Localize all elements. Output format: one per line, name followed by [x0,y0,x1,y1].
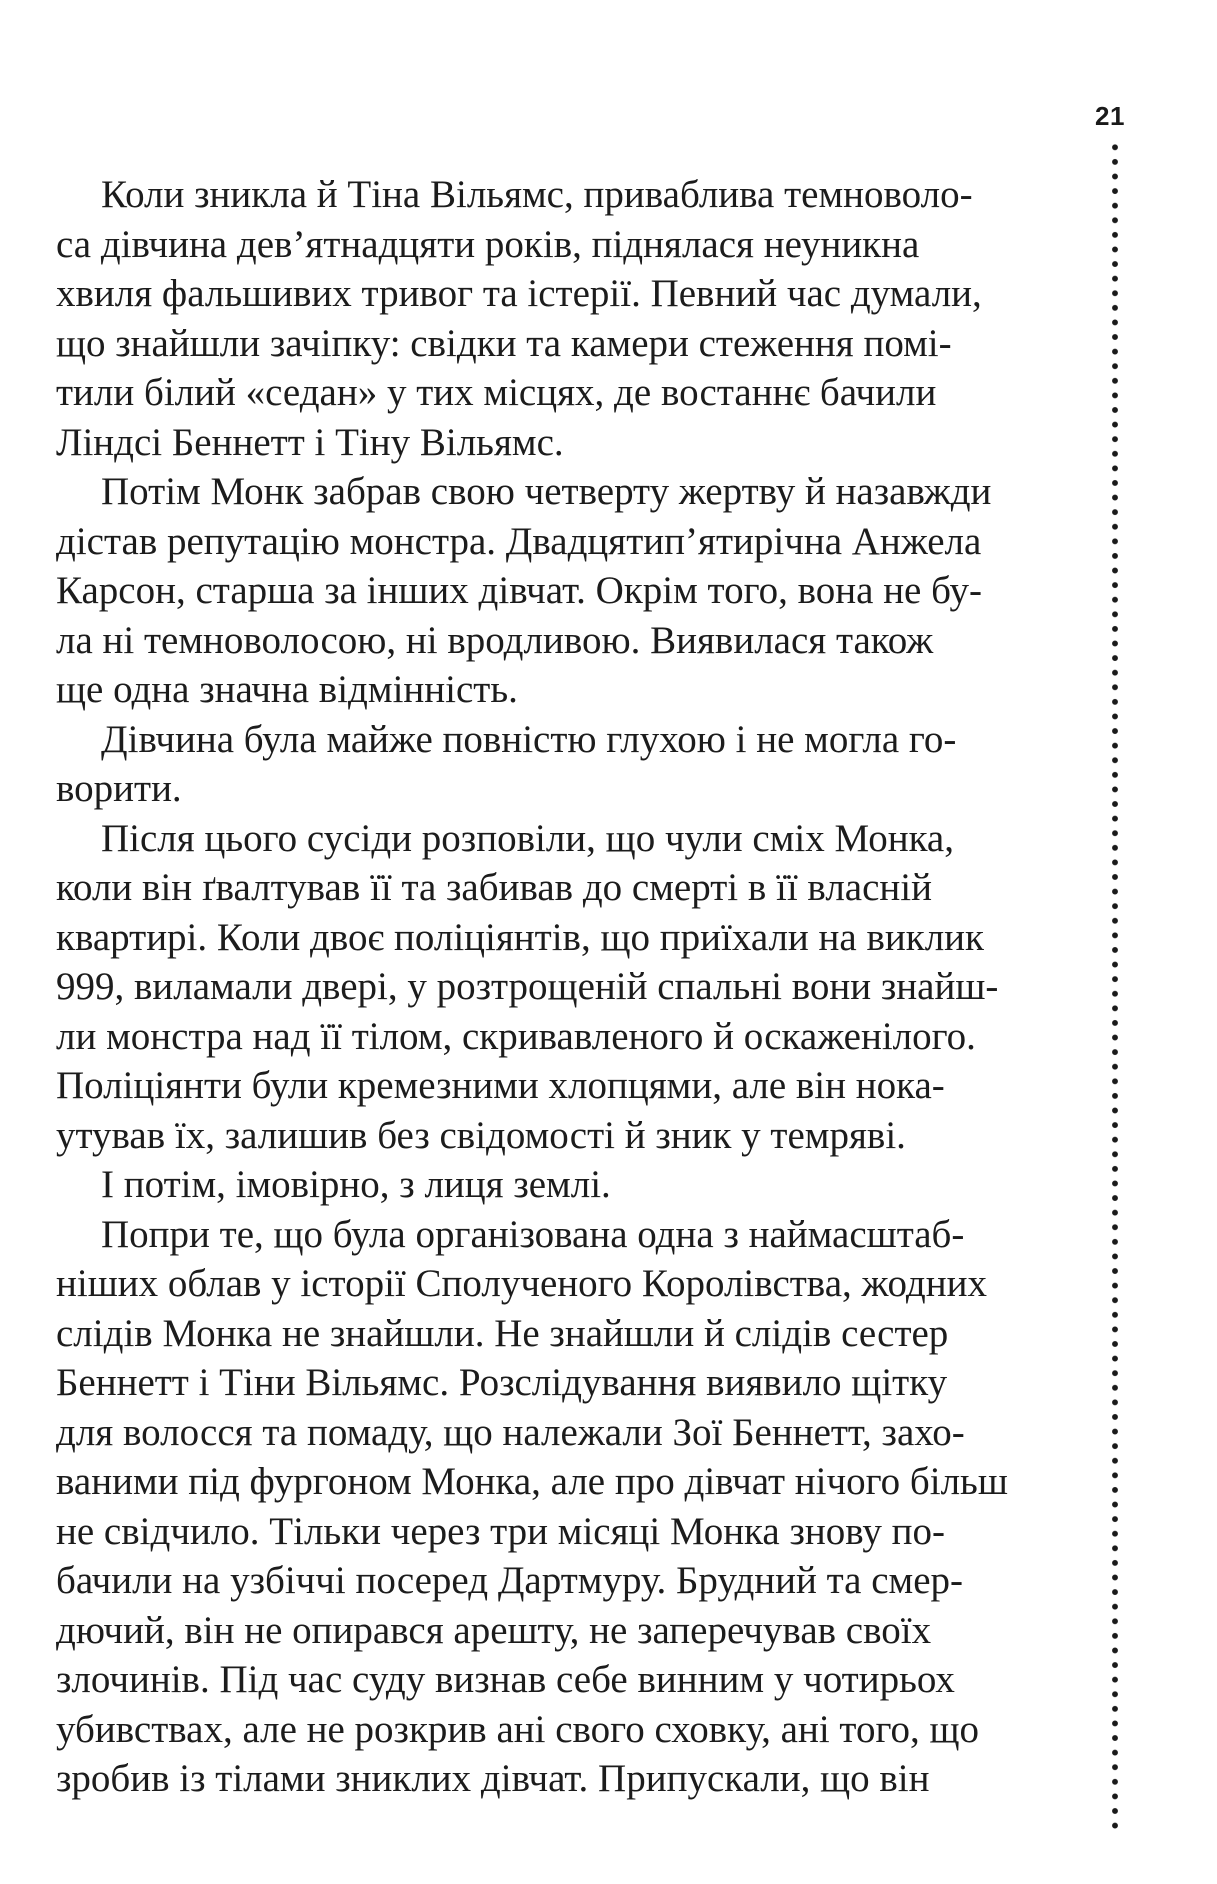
body-text [56,170,1066,1804]
text-line: Попри те, що була організована одна з наймасштаб- [101,1212,965,1256]
text-line: утував їх, залишив без свідомості й зник у темряві. [56,1113,906,1157]
text-line: убивствах, але не розкрив ані свого сховку, ані того, що [56,1707,980,1751]
text-line: дістав репутацію монстра. Двадцятип’ятирічна Анжела [56,519,982,563]
text-line: 999, виламали двері, у розтрощеній спальні вони знайш- [56,965,999,1008]
text-line: дючий, він не опирався арешту, не заперечував своїх [56,1608,932,1652]
text-line: Після цього сусіди розповіли, що чули сміх Монка, [101,816,954,860]
text-line: са дівчина дев’ятнадцяти років, піднялася неуникна [56,222,920,266]
text-line: Карсон, старша за інших дівчат. Окрім того, вона не бу- [56,569,982,612]
text-line: Ліндсі Беннетт і Тіну Вільямс. [56,420,564,464]
text-line: ніших облав у історії Сполученого Королівства, жодних [56,1262,987,1305]
text-line: не свідчило. Тільки через три місяці Монка знову по- [56,1509,945,1553]
text-line: слідів Монка не знайшли. Не знайшли й слідів сестер [56,1311,949,1355]
text-line: ли монстра над її тілом, скривавленого й оскаженілого. [56,1014,976,1058]
text-line: Дівчина була майже повністю глухою і не могла го- [101,717,957,761]
text-line: коли він ґвалтував її та забивав до смерті в її власній [56,866,932,909]
text-line: ворити. [56,767,182,810]
text-line: хвиля фальшивих тривог та істерії. Певний час думали, [56,272,982,315]
text-line: Потім Монк забрав свою четверту жертву й назавжди [101,470,992,513]
text-line: ще одна значна відмінність. [56,668,518,711]
text-line: тили білий «седан» у тих місцях, де востаннє бачили [56,371,937,414]
text-line: що знайшли зачіпку: свідки та камери стеження помі- [56,321,952,365]
text-line: Поліціянти були кремезними хлопцями, але він нока- [56,1064,945,1107]
text-line: для волосся та помаду, що належали Зої Беннетт, захо- [56,1410,965,1454]
page-number: 21 [1095,101,1125,131]
text-line: Коли зникла й Тіна Вільямс, приваблива темноволо- [101,173,973,216]
text-line: ла ні темноволосою, ні вродливою. Виявилася також [56,618,934,662]
text-line: злочинів. Під час суду визнав себе винним у чотирьох [56,1658,955,1701]
text-line: Беннетт і Тіни Вільямс. Розслідування виявило щітку [56,1361,948,1404]
dotted-margin-rule [1111,140,1119,1830]
text-line: зробив із тілами зниклих дівчат. Припускали, що він [56,1757,930,1800]
text-line: ваними під фургоном Монка, але про дівчат нічого більш [56,1460,1008,1503]
text-line: бачили на узбіччі посеред Дартмуру. Брудний та смер- [56,1559,964,1602]
text-line: І потім, імовірно, з лиця землі. [101,1163,611,1206]
text-line: квартирі. Коли двоє поліціянтів, що приїхали на виклик [56,915,985,959]
